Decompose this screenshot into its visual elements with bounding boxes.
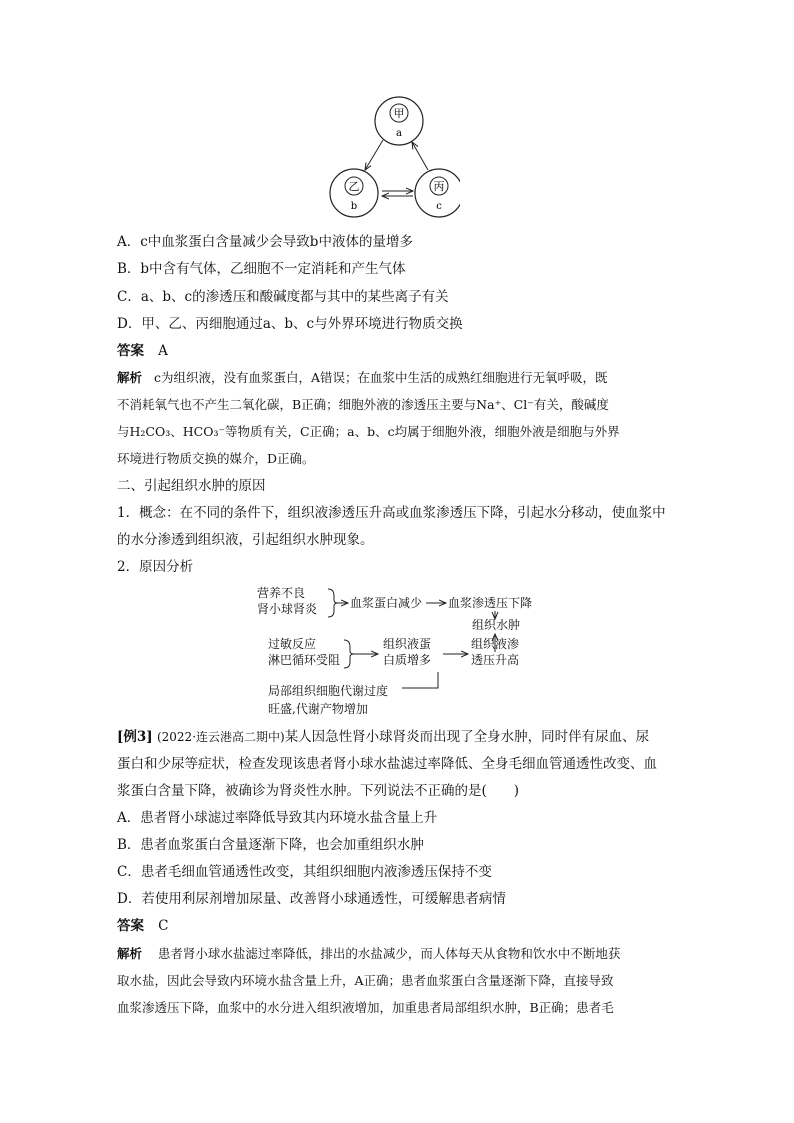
fluid-b-label: b [350,201,358,212]
cause-nephritis: 肾小球肾炎 [257,602,318,616]
q1-option-b: B．b中含有气体，乙细胞不一定消耗和产生气体 [117,261,406,277]
tissue-edema: 组织水肿 [472,618,521,632]
q1-option-d: D．甲、乙、丙细胞通过a、b、c与外界环境进行物质交换 [117,316,463,332]
ex3-answer-value: C [158,918,169,934]
plasma-protein-down: 血浆蛋白减少 [350,596,423,610]
ex3-option-a: A．患者肾小球滤过率降低导致其内环境水盐含量上升 [117,810,438,826]
ex3-analysis-label: 解析 [117,946,143,961]
brace-2 [344,640,354,668]
example-tag: [例3] [117,729,153,745]
cause-malnutrition: 营养不良 [257,586,306,600]
example3-line-2: 蛋白和少尿等症状，检查发现该患者肾小球水盐滤过率降低、全身毛细血管通透性改变、血 [117,756,657,772]
ex3-analysis-text-1: 患者肾小球水盐滤过率降低，排出的水盐减少，而人体每天从食物和饮水中不断地获 [157,946,621,961]
concept-line-2: 的水分渗透到组织液，引起组织水肿现象。 [117,532,374,548]
arrow-a-to-b [365,140,383,170]
analysis-text-1: c为组织液，没有血浆蛋白，A错误；在血浆中生活的成熟红细胞进行无氧呼吸，既 [153,370,608,385]
example3-line-1 [117,727,649,747]
fluid-a-label: a [396,128,402,139]
ex3-analysis-line-3: 血浆渗透压下降，血浆中的水分进入组织液增加，加重患者局部组织水肿，B正确；患者毛 [117,1000,614,1015]
tissue-osm-up-1: 组织液渗 [471,637,520,651]
tissue-osm-up-2: 透压升高 [471,653,520,667]
brace-1 [328,589,338,617]
ex3-answer [117,916,168,936]
arrow-c-to-a [412,142,428,170]
cell-fluid-diagram [320,92,460,222]
tissue-protein-up-2: 白质增多 [383,653,432,667]
cell-bing-label: 丙 [433,180,445,193]
cell-yi-label: 乙 [348,180,360,193]
fluid-c-label: c [436,201,442,212]
example3-line-3: 浆蛋白含量下降，被确诊为肾炎性水肿。下列说法不正确的是( ) [117,783,520,799]
cause-metabolism-1: 局部组织细胞代谢过度 [268,684,389,698]
ex3-analysis-line-2: 取水盐，因此会导致内环境水盐含量上升，A正确；患者血浆蛋白含量逐渐下降，直接导致 [117,973,614,988]
cause-lymph-blocked: 淋巴循环受阻 [268,653,341,667]
tissue-protein-up-1: 组织液蛋 [383,637,432,651]
ex3-option-d: D．若使用利尿剂增加尿量、改善肾小球通透性，可缓解患者病情 [117,891,506,907]
cell-jia [375,97,423,145]
q1-analysis-line-3: 与H₂CO₃、HCO₃⁻等物质有关，C正确；a、b、c均属于细胞外液，细胞外液是细胞与外界 [117,424,620,439]
cause-allergy: 过敏反应 [268,637,317,651]
answer-value: A [158,343,168,359]
analysis-label: 解析 [117,370,143,385]
example-source: (2022·连云港高二期中) [156,730,285,744]
edema-cause-flowchart [250,584,550,724]
q1-analysis-line-2: 不消耗氧气也不产生二氧化碳，B正确；细胞外液的渗透压主要与Na⁺、Cl⁻有关，酸碱度 [117,397,609,412]
q1-answer [117,341,168,361]
cell-bing [415,169,460,217]
arrow-metabolism [402,672,438,688]
answer-label: 答案 [117,343,144,359]
ex3-analysis-line-1 [117,944,620,964]
ex3-option-b: B．患者血浆蛋白含量逐渐下降，也会加重组织水肿 [117,837,424,853]
cell-jia-label: 甲 [393,107,405,120]
cell-yi [330,169,378,217]
ex3-option-c: C．患者毛细血管通透性改变，其组织细胞内液渗透压保持不变 [117,864,492,880]
q1-option-a: A．c中血浆蛋白含量减少会导致b中液体的量增多 [117,234,413,250]
section-heading: 二、引起组织水肿的原因 [117,478,266,494]
q1-option-c: C．a、b、c的渗透压和酸碱度都与其中的某些离子有关 [117,289,449,305]
example3-text-1: 某人因急性肾小球肾炎而出现了全身水肿，同时伴有尿血、尿 [284,729,650,745]
plasma-osm-down: 血浆渗透压下降 [448,596,533,610]
concept-line-1: 1．概念：在不同的条件下，组织液渗透压升高或血浆渗透压下降，引起水分移动，使血浆中 [117,505,666,521]
cause-heading: 2．原因分析 [117,559,194,575]
ex3-answer-label: 答案 [117,918,144,934]
q1-analysis-line-4: 环境进行物质交换的媒介，D正确。 [117,451,315,466]
q1-analysis-line-1 [117,368,607,388]
cause-metabolism-2: 旺盛,代谢产物增加 [268,702,368,716]
